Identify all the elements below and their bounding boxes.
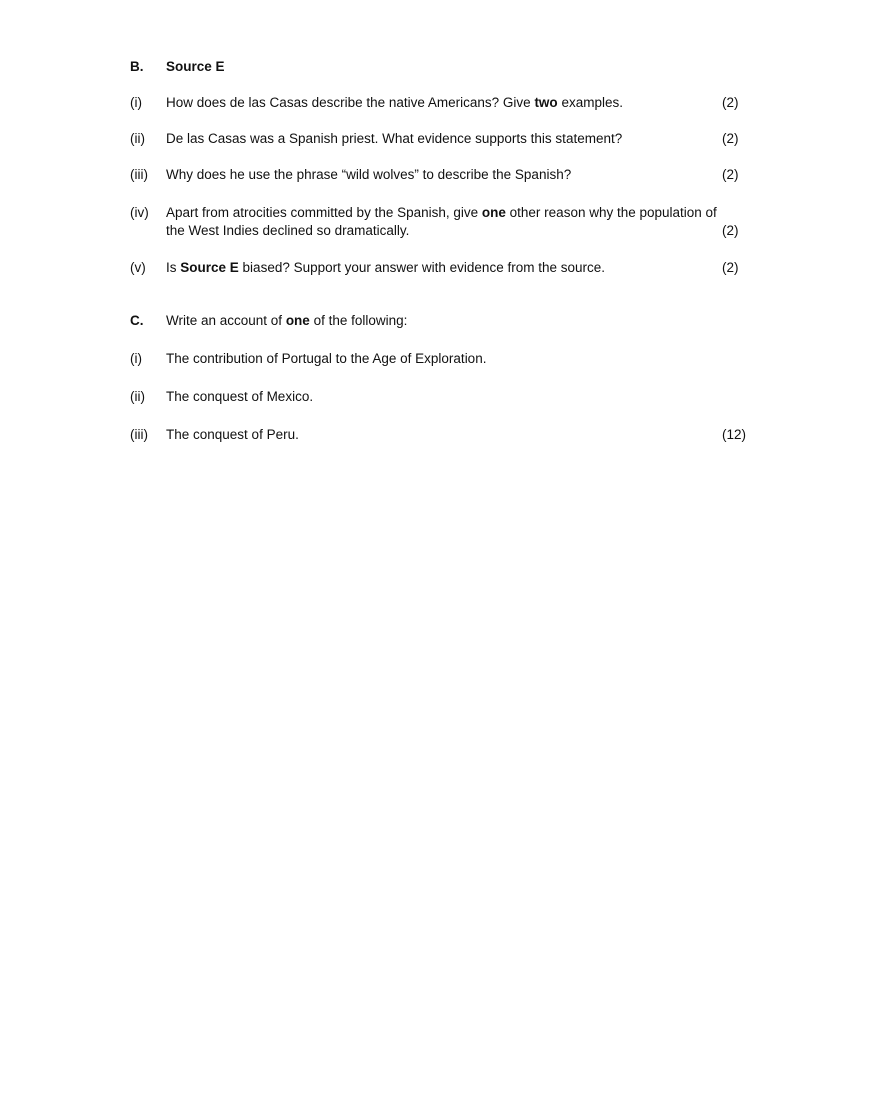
- question-marks: (2): [722, 223, 739, 238]
- question-b-iv: [130, 204, 770, 240]
- option-number: (iii): [130, 427, 148, 442]
- question-text-line-1: Apart from atrocities committed by the Spanish, give one other reason why the population of: [166, 205, 717, 220]
- option-text: The conquest of Peru.: [166, 427, 299, 442]
- option-text: The conquest of Mexico.: [166, 389, 314, 404]
- section-c-marks: (12): [722, 427, 747, 442]
- question-number: (iv): [130, 205, 149, 220]
- option-text: The contribution of Portugal to the Age of Exploration.: [166, 351, 487, 366]
- question-text: Why does he use the phrase “wild wolves” to describe the Spanish?: [166, 167, 572, 182]
- question-text: De las Casas was a Spanish priest. What evidence supports this statement?: [166, 131, 623, 146]
- question-number: (v): [130, 260, 146, 275]
- option-number: (ii): [130, 389, 145, 404]
- question-text: Is Source E biased? Support your answer with evidence from the source.: [166, 260, 605, 275]
- question-marks: (2): [722, 131, 739, 146]
- question-text: How does de las Casas describe the native Americans? Give two examples.: [166, 95, 623, 110]
- question-marks: (2): [722, 95, 739, 110]
- question-text-line-2: the West Indies declined so dramatically.: [166, 223, 410, 238]
- question-marks: (2): [722, 260, 739, 275]
- option-number: (i): [130, 351, 142, 366]
- question-number: (ii): [130, 131, 145, 146]
- section-c-instruction: Write an account of one of the following:: [166, 313, 408, 328]
- question-marks: (2): [722, 167, 739, 182]
- section-b-title: Source E: [166, 59, 225, 74]
- question-number: (i): [130, 95, 142, 110]
- section-c-label: C.: [130, 313, 144, 328]
- question-number: (iii): [130, 167, 148, 182]
- section-b-label: B.: [130, 59, 144, 74]
